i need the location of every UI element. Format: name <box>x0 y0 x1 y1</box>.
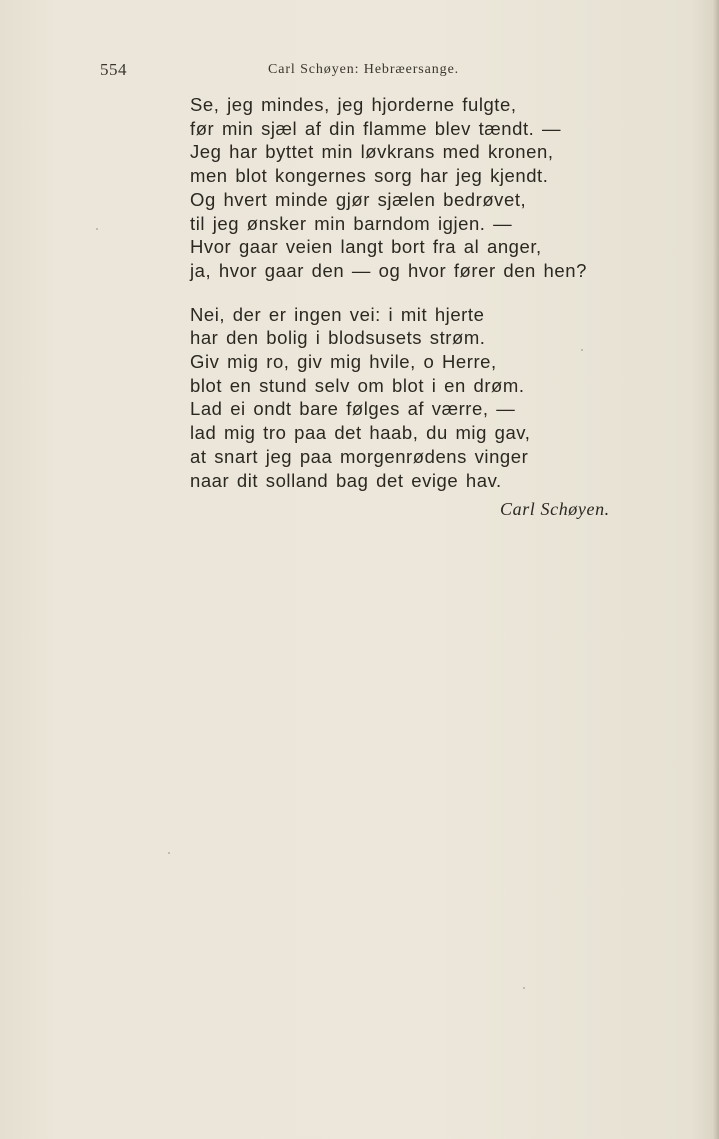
poem-line: men blot kongernes sorg har jeg kjendt. <box>190 165 549 187</box>
poem-line: naar dit solland bag det evige hav. <box>190 469 502 491</box>
poem-line: Og hvert minde gjør sjælen bedrøvet, <box>190 188 527 210</box>
running-head: Carl Schøyen: Hebræersange. <box>268 62 460 77</box>
page-edge-shadow <box>713 0 719 1139</box>
poem-line: Hvor gaar veien langt bort fra al anger, <box>190 236 542 258</box>
stanza-1 <box>190 93 610 283</box>
poem-line: Lad ei ondt bare følges af værre, — <box>190 398 516 420</box>
poem-line: Jeg har byttet min løvkrans med kronen, <box>190 141 554 163</box>
paper-speck <box>168 852 170 854</box>
poem-line: Se, jeg mindes, jeg hjorderne fulgte, <box>190 94 517 115</box>
poem <box>190 93 610 512</box>
poem-line: Giv mig ro, giv mig hvile, o Herre, <box>190 351 497 373</box>
poem-line: til jeg ønsker min barndom igjen. — <box>190 212 513 234</box>
paper-speck <box>96 228 98 230</box>
poem-line: før min sjæl af din flamme blev tændt. — <box>190 117 562 139</box>
poem-line: at snart jeg paa morgenrødens vinger <box>190 445 529 467</box>
stanza-2 <box>190 303 610 493</box>
page-header <box>0 60 719 84</box>
paper-speck <box>523 987 525 989</box>
author-signature: Carl Schøyen. <box>500 499 610 519</box>
poem-line: Nei, der er ingen vei: i mit hjerte <box>190 303 485 325</box>
page-number: 554 <box>100 60 127 79</box>
poem-line: blot en stund selv om blot i en drøm. <box>190 374 525 396</box>
poem-line: ja, hvor gaar den — og hvor fører den hen? <box>190 259 587 281</box>
paper-speck <box>581 349 583 351</box>
poem-line: lad mig tro paa det haab, du mig gav, <box>190 422 531 444</box>
poem-line: har den bolig i blodsusets strøm. <box>190 327 486 349</box>
